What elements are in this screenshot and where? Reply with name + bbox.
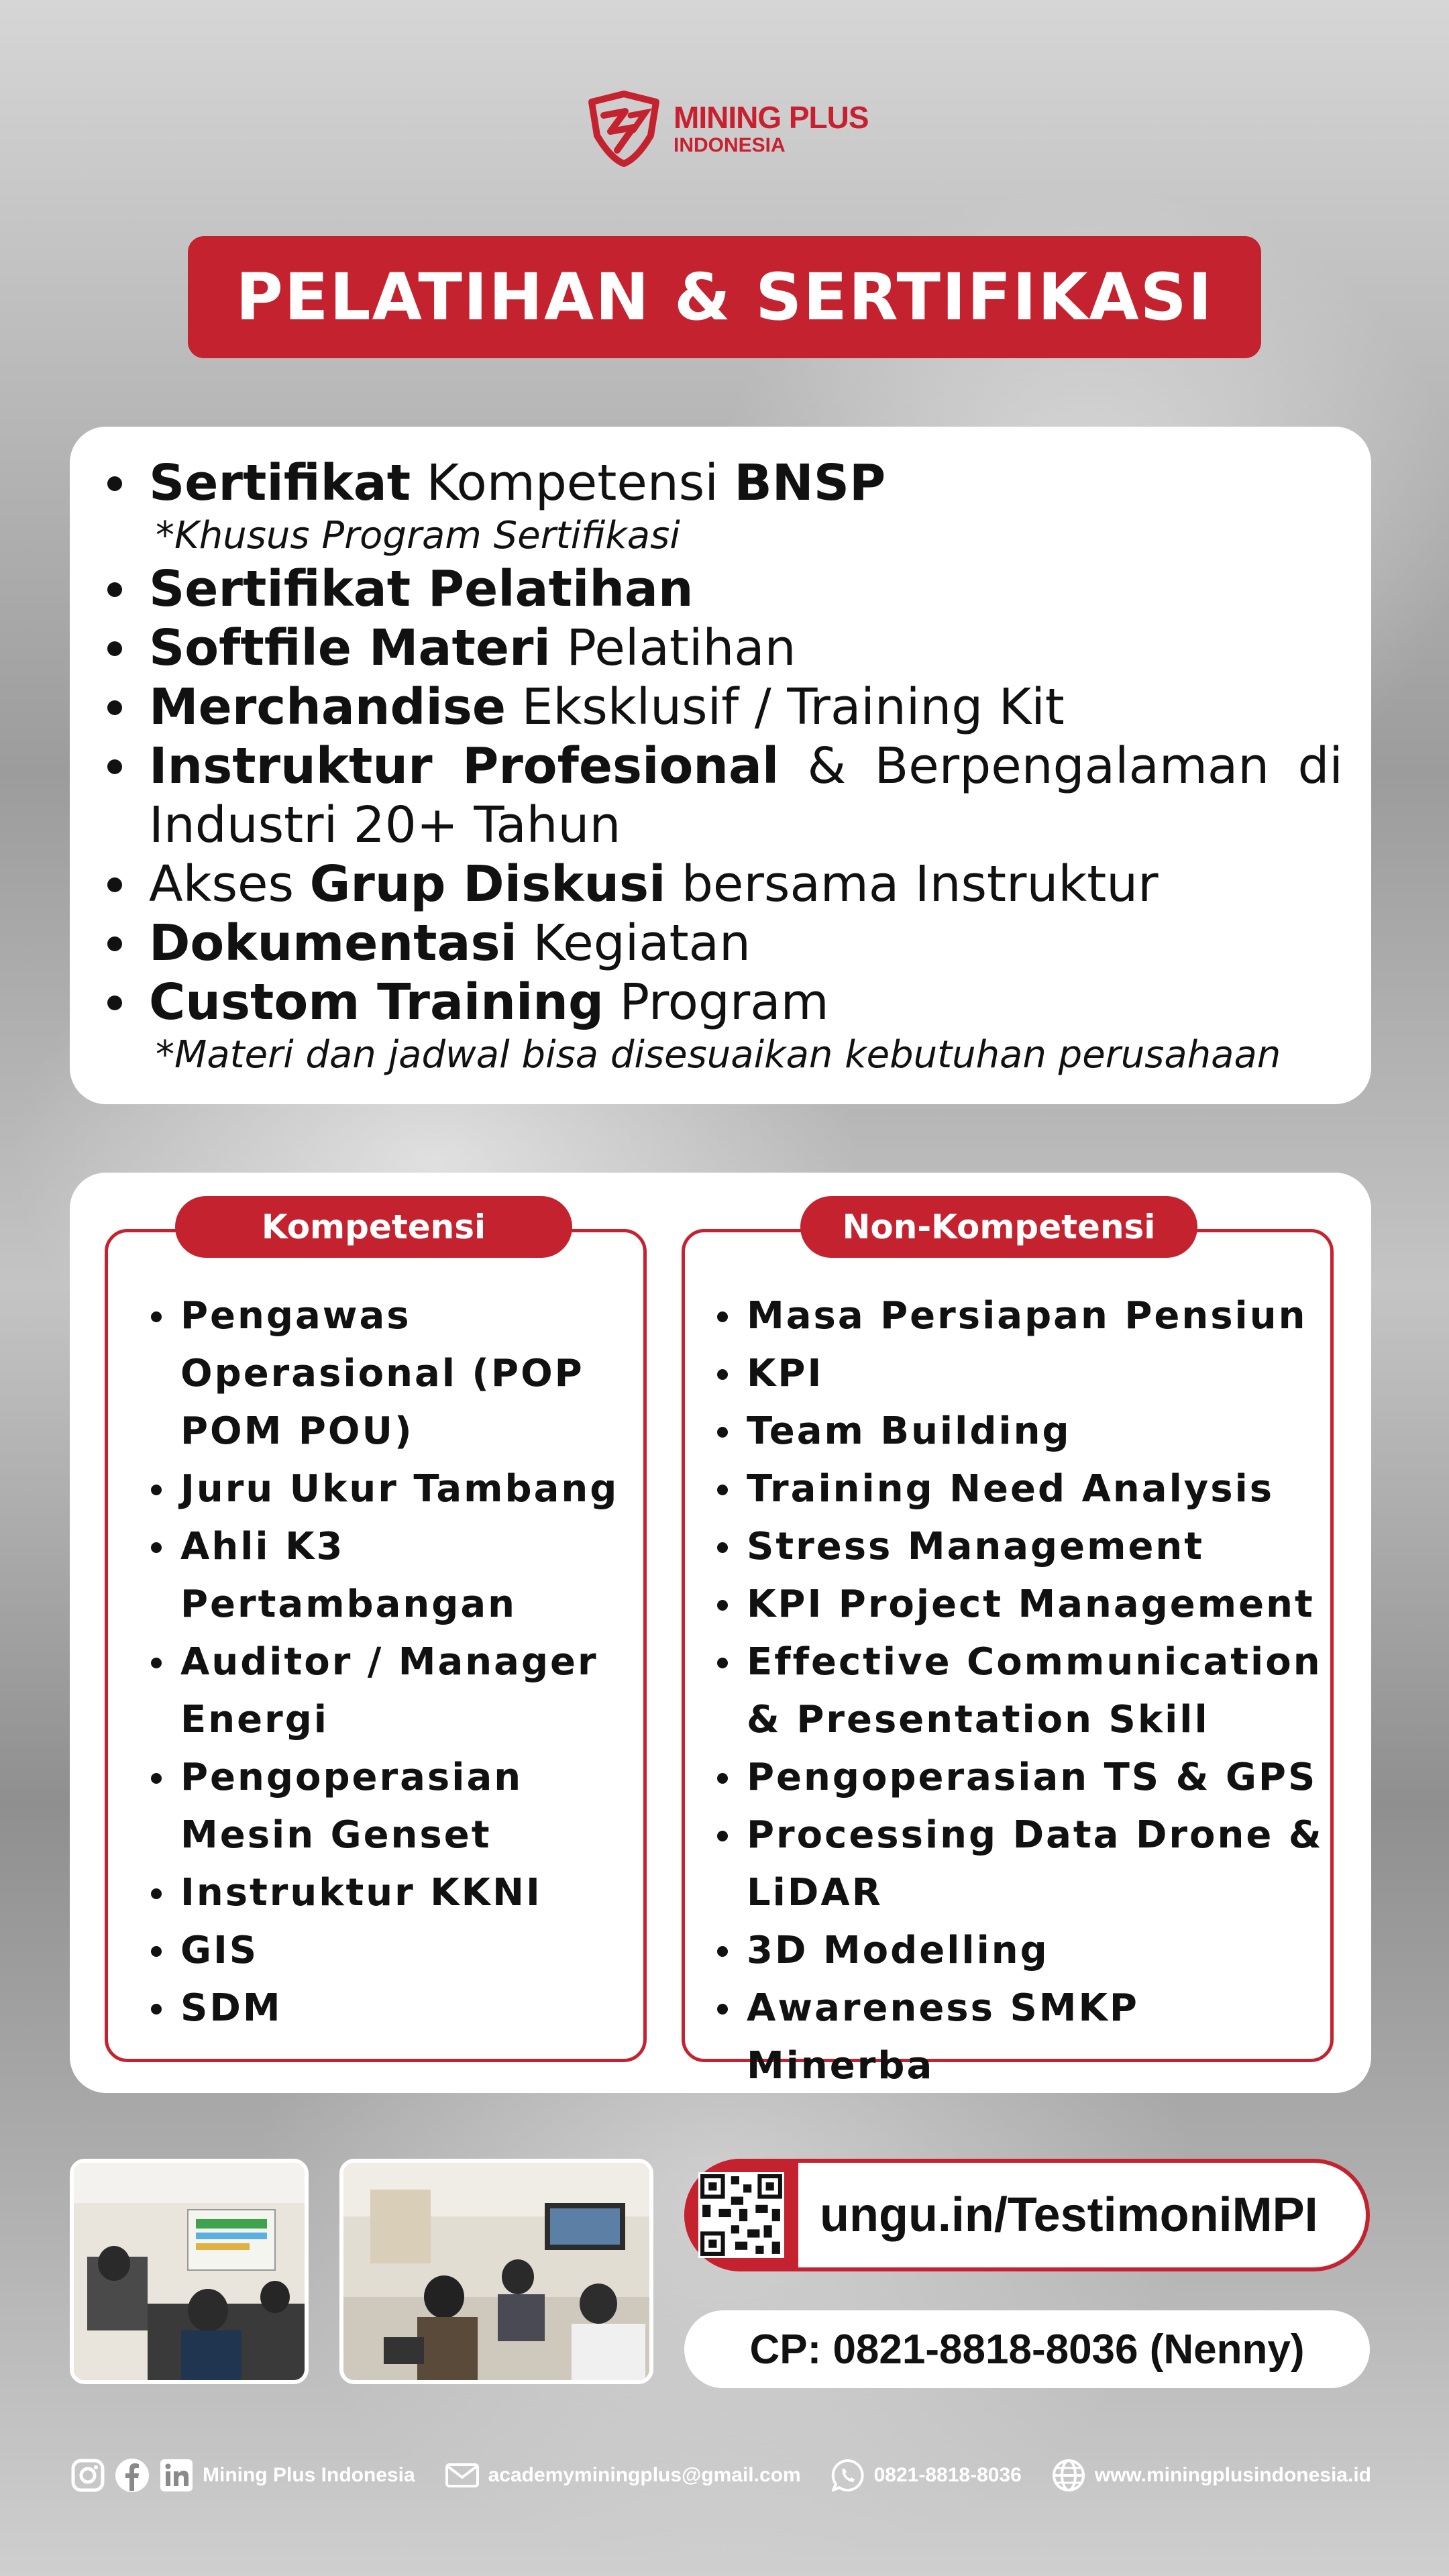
benefits-card <box>70 427 1371 1104</box>
non-kompetensi-box <box>682 1208 1334 2088</box>
footer-phone <box>830 2457 1022 2493</box>
list-item: Auditor / Manager Energi <box>180 1633 637 1749</box>
email-text[interactable]: academyminingplus@gmail.com <box>488 2464 801 2486</box>
linkedin-icon[interactable] <box>158 2457 195 2493</box>
list-item: Ahli K3 Pertambangan <box>180 1518 637 1633</box>
benefit-item: Sertifikat Kompetensi BNSP <box>149 453 1343 513</box>
list-item: Pengoperasian Mesin Genset <box>180 1749 637 1864</box>
list-item: SDM <box>180 1980 637 2037</box>
benefit-item: Merchandise Eksklusif / Training Kit <box>149 678 1343 737</box>
facebook-icon[interactable] <box>114 2457 150 2493</box>
list-item: Awareness SMKP Minerba <box>747 1980 1324 2095</box>
benefit-item: Instruktur Profesional & Berpengalaman di <box>149 737 1343 795</box>
list-item: Stress Management <box>747 1518 1324 1576</box>
benefit-item-continued: Industri 20+ Tahun <box>149 796 621 854</box>
footer <box>70 2455 1371 2496</box>
brand-logo <box>584 89 869 169</box>
benefit-item: Softfile Materi Pelatihan <box>149 619 1343 678</box>
mining-plus-logo-icon <box>584 89 664 169</box>
kompetensi-label: Kompetensi <box>175 1196 572 1258</box>
non-kompetensi-list <box>747 1287 1324 2095</box>
list-item: Pengawas Operasional (POP POM POU) <box>180 1287 637 1460</box>
website-text[interactable]: www.miningplusindonesia.id <box>1094 2464 1371 2486</box>
kompetensi-list <box>180 1287 637 2037</box>
globe-icon <box>1051 2457 1087 2493</box>
list-item: Effective Communication & Presentation Skill <box>747 1633 1324 1749</box>
contact-person: CP: 0821-8818-8036 (Nenny) <box>684 2310 1370 2388</box>
list-item: Instruktur KKNI <box>180 1864 637 1922</box>
phone-text[interactable]: 0821-8818-8036 <box>873 2464 1022 2486</box>
list-item: Juru Ukur Tambang <box>180 1460 637 1518</box>
benefit-item: Akses Grup Diskusi bersama Instruktur <box>149 855 1343 914</box>
qr-code-icon <box>684 2159 798 2271</box>
social-name: Mining Plus Indonesia <box>203 2464 415 2486</box>
benefit-note-custom: *Materi dan jadwal bisa disesuaikan kebutuhan perusahaan <box>156 1033 1281 1077</box>
benefit-item: Sertifikat Pelatihan <box>149 559 1343 619</box>
brand-subname: INDONESIA <box>674 134 786 156</box>
mail-icon <box>444 2457 480 2493</box>
list-item: Masa Persiapan Pensiun <box>747 1287 1324 1345</box>
list-item: KPI Project Management <box>747 1576 1324 1633</box>
list-item: GIS <box>180 1922 637 1980</box>
list-item: Pengoperasian TS & GPS <box>747 1749 1324 1807</box>
title-banner <box>188 236 1261 358</box>
list-item: Processing Data Drone & LiDAR <box>747 1807 1324 1922</box>
list-item: Team Building <box>747 1403 1324 1460</box>
whatsapp-icon <box>830 2457 866 2493</box>
training-photo-2 <box>339 2159 653 2384</box>
benefit-note-bnsp: *Khusus Program Sertifikasi <box>156 514 680 557</box>
benefits-list <box>149 453 1343 1079</box>
page-title: PELATIHAN & SERTIFIKASI <box>235 260 1214 335</box>
kompetensi-box <box>105 1208 647 2062</box>
footer-social <box>70 2457 415 2493</box>
training-photo-1 <box>70 2159 309 2384</box>
instagram-icon[interactable] <box>70 2457 106 2493</box>
testimoni-link[interactable] <box>684 2159 1370 2271</box>
list-item: KPI <box>747 1345 1324 1403</box>
list-item: Training Need Analysis <box>747 1460 1324 1518</box>
footer-website <box>1051 2457 1371 2493</box>
programs-card <box>70 1173 1371 2093</box>
footer-email <box>444 2457 801 2493</box>
benefit-item: Dokumentasi Kegiatan <box>149 914 1343 973</box>
list-item: 3D Modelling <box>747 1922 1324 1980</box>
benefit-item: Custom Training Program <box>149 973 1343 1032</box>
brand-name: MINING PLUS <box>674 100 869 135</box>
testimoni-url[interactable]: ungu.in/TestimoniMPI <box>820 2188 1318 2242</box>
non-kompetensi-label: Non-Kompetensi <box>800 1196 1197 1258</box>
